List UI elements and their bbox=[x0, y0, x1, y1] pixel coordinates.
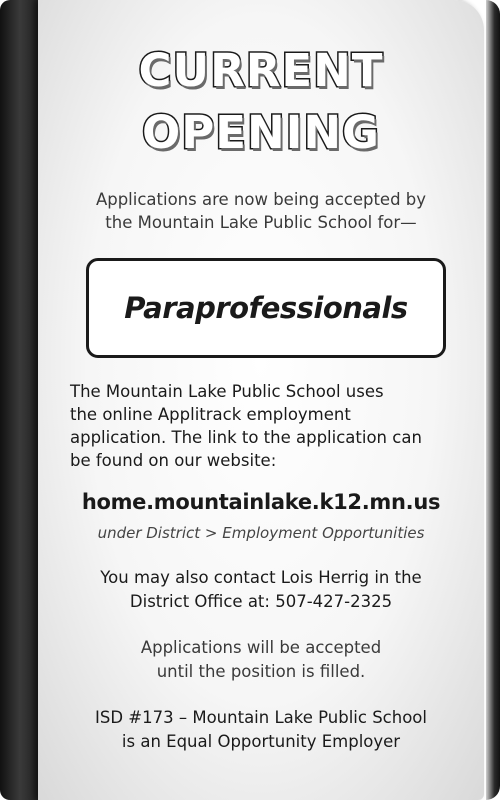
application-info-line: be found on our website: bbox=[70, 451, 277, 470]
position-title: Paraprofessionals bbox=[124, 291, 408, 325]
application-info-line: application. The link to the application can bbox=[70, 428, 422, 447]
application-info-line: The Mountain Lake Public School uses bbox=[70, 382, 384, 401]
intro-line: the Mountain Lake Public School for— bbox=[105, 213, 417, 232]
footer-line: ISD #173 – Mountain Lake Public School bbox=[95, 708, 427, 727]
position-box bbox=[86, 258, 446, 358]
ad-page bbox=[38, 0, 484, 800]
application-info-line: the online Applitrack employment bbox=[70, 405, 351, 424]
contact-info bbox=[38, 566, 484, 614]
intro-text bbox=[38, 188, 484, 234]
footer-line: is an Equal Opportunity Employer bbox=[121, 732, 401, 751]
contact-line: District Office at: 507-427-2325 bbox=[129, 592, 393, 611]
deadline-line: until the position is filled. bbox=[156, 662, 366, 681]
application-info bbox=[70, 380, 470, 472]
website-path: under District > Employment Opportunities bbox=[97, 524, 425, 542]
website-url: home.mountainlake.k12.mn.us bbox=[81, 490, 441, 514]
contact-line: You may also contact Lois Herrig in the bbox=[100, 568, 422, 587]
intro-line: Applications are now being accepted by bbox=[95, 190, 427, 209]
employer-footer bbox=[38, 706, 484, 754]
headline-current: CURRENT bbox=[138, 44, 384, 97]
deadline-line: Applications will be accepted bbox=[140, 638, 382, 657]
deadline-info bbox=[38, 636, 484, 684]
page-edge bbox=[486, 0, 500, 800]
headline-opening: OPENING bbox=[142, 106, 380, 159]
